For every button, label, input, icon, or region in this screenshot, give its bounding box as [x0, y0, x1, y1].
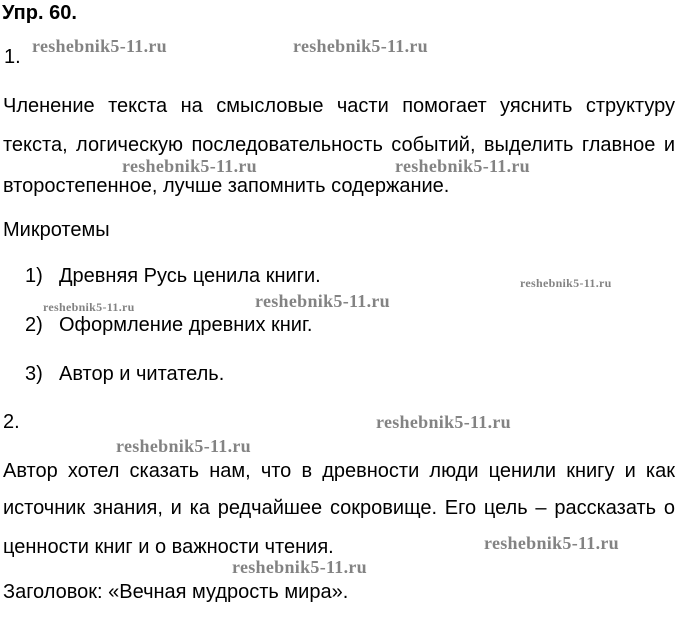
section-1-paragraph-line-2: текста, логическую последовательность событий, выделить главное и — [3, 134, 675, 156]
microtopic-item-2 — [25, 314, 312, 337]
microtopic-number: 1) — [25, 265, 43, 287]
headline-suggestion: Заголовок: «Вечная мудрость мира». — [3, 581, 349, 603]
watermark: reshebnik5-11.ru — [520, 276, 612, 290]
microtopic-text: Древняя Русь ценила книги. — [59, 265, 321, 287]
microtopic-item-1 — [25, 265, 321, 288]
section-2-paragraph-line-1: Автор хотел сказать нам, что в древности люди ценили книгу и как — [3, 460, 675, 482]
watermark: reshebnik5-11.ru — [376, 412, 511, 432]
section-1-number: 1. — [4, 46, 21, 68]
watermark: reshebnik5-11.ru — [116, 436, 251, 456]
section-1-paragraph-line-1: Членение текста на смысловые части помогает уяснить структуру — [3, 95, 675, 117]
watermark: reshebnik5-11.ru — [293, 36, 428, 56]
section-1-paragraph-line-3: второстепенное, лучше запомнить содержание. — [3, 175, 450, 197]
section-2-paragraph-line-3: ценности книг и о важности чтения. — [3, 536, 334, 558]
microtopic-number: 3) — [25, 363, 43, 385]
microtopic-item-3 — [25, 363, 224, 386]
microtopic-text: Оформление древних книг. — [59, 314, 313, 336]
microtopics-heading: Микротемы — [3, 219, 110, 241]
watermark: reshebnik5-11.ru — [484, 533, 619, 553]
watermark: reshebnik5-11.ru — [32, 36, 167, 56]
watermark: reshebnik5-11.ru — [232, 557, 367, 577]
microtopic-text: Автор и читатель. — [59, 363, 225, 385]
section-2-paragraph-line-2: источник знания, и ка редчайшее сокровище. Его цель – рассказать о — [3, 497, 675, 519]
watermark: reshebnik5-11.ru — [255, 291, 390, 311]
watermark: reshebnik5-11.ru — [122, 156, 257, 176]
microtopic-number: 2) — [25, 314, 43, 336]
watermark: reshebnik5-11.ru — [395, 156, 530, 176]
section-2-number: 2. — [3, 411, 20, 433]
watermark: reshebnik5-11.ru — [43, 300, 135, 314]
exercise-title: Упр. 60. — [2, 2, 77, 24]
